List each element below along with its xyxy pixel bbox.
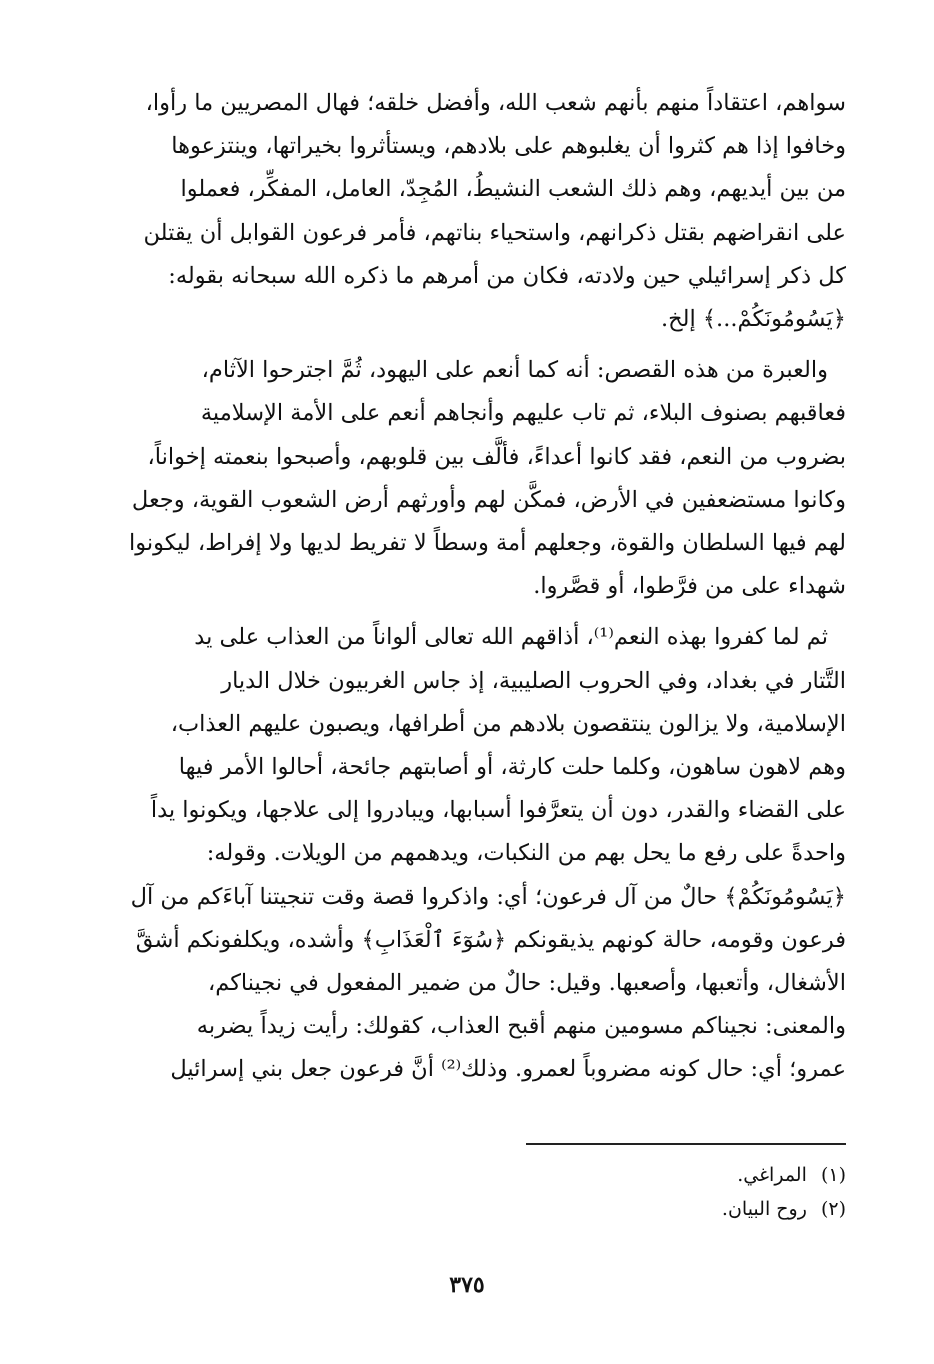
text-line: على القضاء والقدر، دون أن يتعرَّفوا أسبابها، ويبادروا إلى علاجها، ويكونوا يداً: [150, 797, 846, 824]
text-line: الإسلامية، ولا يزالون ينتقصون بلادهم من أطرافها، ويصبون عليهم العذاب،: [170, 710, 846, 737]
text-line: كل ذكر إسرائيلي حين ولادته، فكان من أمرهم ما ذكره الله سبحانه بقوله:: [168, 262, 846, 289]
text-line: على انقراضهم بقتل ذكرانهم، واستحياء بناتهم، فأمر فرعون القوابل أن يقتلن: [143, 219, 846, 246]
footnote-number: (٢): [820, 1198, 846, 1220]
footnote-text: المراغي.: [737, 1164, 807, 1186]
text-line: من بين أيديهم، وهم ذلك الشعب النشيطُ، المُجِدّ، العامل، المفكِّر، فعملوا: [180, 176, 846, 203]
text-line: ﴿يَسُومُونَكُمْ...﴾ إلخ.: [660, 306, 846, 333]
text-line: واحدةً على رفع ما يحل بهم من النكبات، ويدهمهم من الويلات. وقوله:: [206, 840, 846, 867]
footnote-item: [446, 1158, 846, 1192]
text-line: ثم لما كفروا بهذه النعم⁽¹⁾، أذاقهم الله تعالى ألواناً من العذاب على يد: [194, 624, 828, 651]
text-line: والمعنى: نجيناكم مسومين منهم أقبح العذاب، كقولك: رأيت زيداً يضربه: [196, 1013, 846, 1040]
paragraph-3: [86, 616, 846, 1091]
text-line: فعاقبهم بصنوف البلاء، ثم تاب عليهم وأنجاهم أنعم على الأمة الإسلامية: [200, 400, 846, 427]
footnote-number: (١): [820, 1164, 846, 1186]
text-line: فرعون وقومه، حالة كونهم يذيقونكم ﴿سُوٓءَ ٱلْعَذَابِ﴾ وأشده، ويكلفونكم أشقَّ: [135, 926, 846, 953]
text-line: بضروب من النعم، فقد كانوا أعداءً، فألَّف بين قلوبهم، وأصبحوا بنعمته إخواناً،: [147, 443, 846, 470]
text-line: ﴿يَسُومُونَكُمْ﴾ حالٌ من آل فرعون؛ أي: واذكروا قصة وقت تنجيتنا آباءَكم من آل: [130, 883, 846, 910]
footnote-item: [446, 1192, 846, 1226]
text-line: سواهم، اعتقاداً منهم بأنهم شعب الله، وأفضل خلقه؛ فهال المصريين ما رأوا،: [145, 90, 846, 116]
paragraph-2: [86, 349, 846, 608]
text-line: لهم فيها السلطان والقوة، وجعلهم أمة وسطاً لا تفريط لديها ولا إفراط، ليكونوا: [128, 530, 846, 557]
footnotes: [446, 1158, 846, 1226]
paragraph-1: [86, 82, 846, 341]
text-line: وهم لاهون ساهون، وكلما حلت كارثة، أو أصابتهم جائحة، أحالوا الأمر فيها: [178, 754, 846, 781]
text-line: وخافوا إذا هم كثروا أن يغلبوهم على بلادهم، ويستأثروا بخيراتها، وينتزعوها: [171, 133, 846, 160]
text-line: وكانوا مستضعفين في الأرض، فمكَّن لهم وأورثهم أرض الشعوب القوية، وجعل: [131, 486, 846, 513]
footnote-separator: [526, 1143, 846, 1145]
text-line: عمرو؛ أي: حال كونه مضروباً لعمرو. وذلك⁽²⁾ أنَّ فرعون جعل بني إسرائيل: [170, 1056, 846, 1083]
text-line: الأشغال، وأتعبها، وأصعبها. وقيل: حالٌ من ضمير المفعول في نجيناكم،: [207, 970, 846, 997]
text-line: شهداء على من فرَّطوا، أو قصَّروا.: [533, 573, 846, 600]
page-body: [86, 82, 846, 1092]
text-line: التَّتار في بغداد، وفي الحروب الصليبية، إذ جاس الغربيون خلال الديار: [221, 667, 846, 694]
page-number: ٣٧٥: [449, 1272, 485, 1298]
footnote-text: روح البيان.: [721, 1198, 807, 1220]
text-line: والعبرة من هذه القصص: أنه كما أنعم على اليهود، ثُمَّ اجترحوا الآثام،: [201, 357, 828, 384]
